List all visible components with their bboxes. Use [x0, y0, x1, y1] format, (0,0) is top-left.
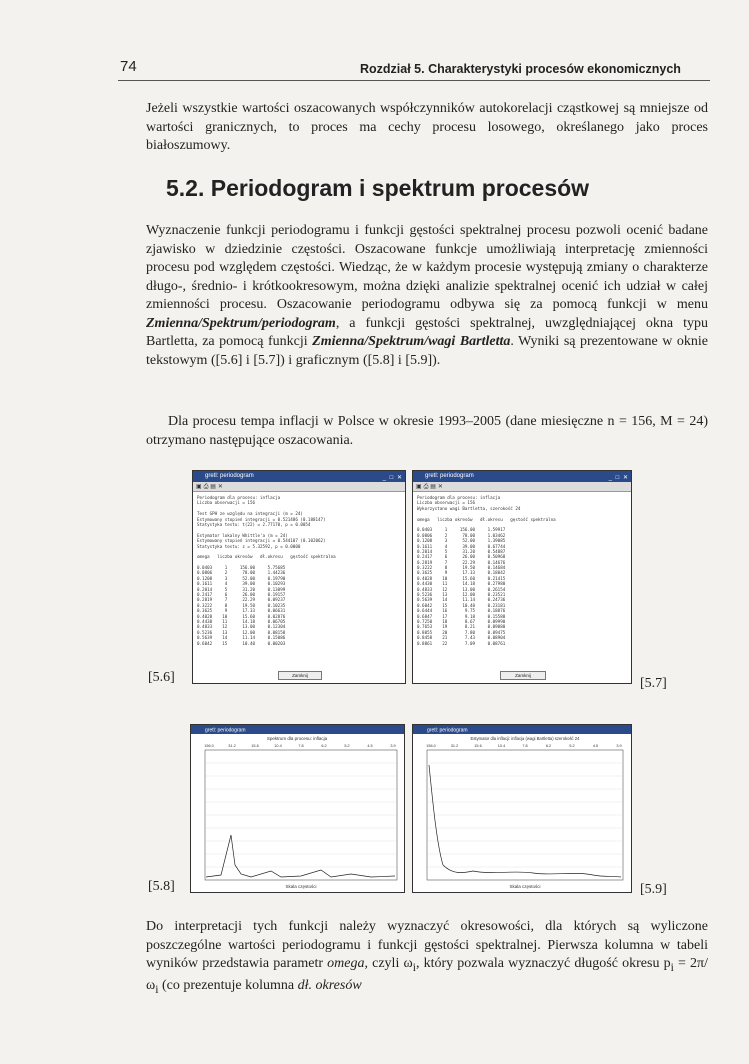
top-axis-label: 31.2 — [450, 744, 459, 748]
output-line: 0.4430 11 14.18 0.06705 — [197, 618, 286, 624]
plot-title: Spektrum dla procesu: inflacja — [266, 736, 328, 741]
x-axis-label: Skala częstości — [285, 884, 317, 889]
figure-label-5-7: [5.7] — [640, 676, 667, 691]
output-text — [413, 492, 631, 649]
window-title: gretl: periodogram — [425, 473, 474, 479]
p3-text-b: , czyli ω — [364, 956, 413, 971]
output-line: 0.6444 16 9.75 0.18876 — [417, 608, 506, 614]
output-line: Estymowany stopień integracji = 0.521486 (0.188147) — [197, 516, 326, 522]
intro-paragraph: Jeżeli wszystkie wartości oszacowanych współczynników autokorelacji cząstkowej są mniejsze od wartości granicznych, to proces ma cechy procesu losowego, określanego jako proces białoszumowy. — [146, 101, 708, 153]
figure-5-9-window — [412, 724, 632, 893]
output-line: Statystyka testu: z = 5.32592, p = 0.0000 — [197, 543, 301, 549]
output-line: 0.0806 2 78.00 1.03462 — [417, 532, 506, 538]
output-line: Periodogram dla procesu: inflacja — [417, 495, 501, 500]
output-line: 0.8055 20 7.80 0.09475 — [417, 629, 506, 635]
window-toolbar[interactable]: ▣ ⎙ ▤ ✕ — [413, 482, 631, 492]
p1-text-b: , a funkcji gęstości spektralnej, uwzględniającej okna typu Bartletta, za pomocą funkcji — [146, 315, 708, 349]
output-line: 0.4833 12 13.00 0.26154 — [417, 586, 506, 592]
omega-term: omega — [327, 956, 365, 971]
header-rule — [118, 80, 710, 81]
close-button[interactable]: Zamknij — [500, 671, 546, 680]
figure-label-5-9: [5.9] — [640, 882, 667, 897]
top-axis-label: 4.5 — [367, 744, 373, 748]
output-line: Periodogram dla procesu: inflacja — [197, 495, 281, 500]
running-head: Rozdział 5. Charakterystyki procesów ekonomicznych — [360, 62, 681, 76]
output-line: 0.2819 7 22.29 0.09237 — [197, 597, 286, 603]
top-axis-label: 10.4 — [274, 744, 282, 748]
top-axis-label: 10.4 — [497, 744, 506, 748]
output-line: Liczba obserwacji = 156 — [197, 500, 255, 506]
menu-path-periodogram: Zmienna/Spektrum/periodogram — [146, 315, 336, 331]
window-controls[interactable]: _ □ ✕ — [608, 475, 629, 481]
plot-title: Estymator dla inflacji: inflacja (wagi Bartletta) szerokość 24 — [470, 736, 580, 741]
p3-text-c: , który pozwala wyznaczyć długość okresu p — [415, 956, 671, 971]
output-line: 0.2417 6 26.00 0.50968 — [417, 554, 506, 560]
output-line: 0.1611 4 39.00 0.10293 — [197, 581, 286, 587]
output-line: 0.2417 6 26.00 0.19157 — [197, 592, 286, 598]
output-text — [193, 492, 405, 649]
output-line: Wykorzystano wagi Bartletta, szerokość 24 — [417, 505, 521, 511]
top-axis-label: 3.9 — [616, 744, 622, 748]
output-line: 0.7653 19 8.21 0.09080 — [417, 624, 506, 630]
subscript-i: i — [412, 960, 416, 974]
output-line: 0.2014 5 31.20 0.13099 — [197, 586, 286, 592]
top-axis-label: 3.9 — [390, 744, 396, 748]
output-line: Estymator lokalny Whittle'a (m = 24) — [197, 532, 288, 538]
y-grid — [205, 763, 397, 867]
subscript-i: i — [155, 983, 159, 997]
output-line: 0.0806 2 78.00 1.44236 — [197, 570, 286, 576]
output-line: 0.5639 14 11.14 0.24736 — [417, 597, 506, 603]
figure-5-9-plot — [413, 725, 631, 892]
output-line: 0.3625 9 17.33 0.18042 — [417, 570, 506, 576]
top-axis-label: 5.2 — [569, 744, 575, 748]
top-axis-label: 156.0 — [204, 744, 214, 748]
paragraph-2: Dla procesu tempa inflacji w Polsce w okresie 1993–2005 (dane miesięczne n = 156, M = 24) otrzymano następujące oszacowania. — [146, 414, 708, 448]
window-titlebar — [193, 471, 405, 482]
p1-text-a: Wyznaczenie funkcji periodogramu i funkcji gęstości spektralnej procesu pozwoli ocenić badane zjawisko w dziedzinie częstości. Oszacowane funkcje umożliwiają interpretację zmienności procesu pod względem częstości. Wiedząc, że w każdym procesie występują zmiany o charakterze długo-, średnio- i krótkookresowym, można dzięki analizie spektralnej ocenić ich udział w całej zmienności procesu. Oszacowanie periodogramu odbywa się za pomocą funkcji w menu — [146, 223, 708, 312]
output-line: omega liczba okresów dł.okresu gęstość spektralna — [197, 554, 336, 560]
top-axis-label: 15.6 — [251, 744, 259, 748]
paragraph-1 — [146, 222, 708, 370]
window-title: gretl: periodogram — [205, 473, 254, 479]
window-controls[interactable]: _ □ ✕ — [382, 475, 403, 481]
output-line: 0.7250 18 8.67 0.09990 — [417, 618, 506, 624]
p1-text-c: . Wyniki są prezentowane w oknie tekstowym ([5.6] i [5.7]) i graficznym ([5.8] i [5.9]). — [146, 334, 708, 368]
top-axis-labels — [204, 744, 395, 748]
output-line: 0.1208 3 52.00 0.19790 — [197, 575, 286, 581]
output-line: Liczba obserwacji = 156 — [417, 500, 475, 506]
top-axis-label: 7.8 — [298, 744, 304, 748]
figure-5-6-window — [192, 470, 406, 684]
output-line: 0.8458 21 7.43 0.08904 — [417, 635, 506, 641]
window-title: gretl: periodogram — [427, 727, 468, 734]
output-line: 0.3625 9 17.33 0.06631 — [197, 608, 286, 614]
p3-text-d: = 2π/ω — [146, 956, 708, 994]
section-title: 5.2. Periodogram i spektrum procesów — [166, 175, 590, 201]
page-number: 74 — [120, 58, 137, 75]
window-title: gretl: periodogram — [205, 727, 246, 734]
output-line: 0.0403 1 156.00 1.59917 — [417, 527, 506, 533]
spectrum-line — [206, 835, 395, 877]
paragraph-3 — [146, 918, 708, 1000]
p3-text-a: Do interpretacji tych funkcji należy wyznaczyć okresowości, dla których są wyliczone poszczególne wartości periodogramu i funkcji gęstości spektralnej. Pierwsza kolumna w tabeli wyników przedstawia parametr — [146, 919, 708, 971]
top-axis-label: 6.2 — [545, 744, 552, 748]
output-line: 0.4028 10 15.60 0.02876 — [197, 613, 286, 619]
window-toolbar[interactable]: ▣ ⎙ ▤ ✕ — [193, 482, 405, 492]
top-axis-label: 15.6 — [474, 744, 482, 748]
top-axis-label: 4.5 — [592, 744, 599, 748]
output-line: 0.6042 15 10.40 0.00203 — [197, 640, 286, 646]
output-line: 0.5236 13 12.00 0.23521 — [417, 592, 506, 598]
output-line: 0.4833 12 13.00 0.12304 — [197, 624, 286, 630]
top-axis-label: 5.2 — [344, 744, 350, 748]
column-name: dł. okresów — [297, 978, 362, 994]
output-line: 0.4028 10 15.60 0.21415 — [417, 575, 506, 581]
output-line: omega liczba okresów dł.okresu gęstość spektralna — [417, 516, 556, 522]
menu-path-bartlett: Zmienna/Spektrum/wagi Bartletta — [312, 334, 511, 349]
output-line: 0.0403 1 156.00 5.75685 — [197, 565, 286, 571]
figure-label-5-8: [5.8] — [148, 879, 175, 894]
figure-5-8-window — [190, 724, 405, 893]
output-line: 0.2014 5 31.20 0.54887 — [417, 548, 506, 554]
output-line: 0.3222 8 19.50 0.14684 — [417, 565, 506, 571]
y-grid — [427, 763, 623, 867]
output-line: Test GPH ze względu na integracji (m = 24) — [197, 511, 303, 517]
output-line: 0.1611 4 39.00 0.67744 — [417, 543, 506, 549]
top-axis-label: 7.8 — [522, 744, 528, 748]
top-axis-label: 156.0 — [426, 744, 436, 748]
top-axis-labels — [426, 744, 621, 748]
output-line: 0.5236 13 12.00 0.08158 — [197, 629, 286, 635]
output-line: 0.6847 17 9.18 0.15588 — [417, 613, 506, 619]
top-axis-label: 31.2 — [228, 744, 236, 748]
output-line: Statystyka testu: t(22) = 2.77170, p = 0.0054 — [197, 521, 311, 527]
top-axis-label: 6.2 — [321, 744, 327, 748]
figure-label-5-6: [5.6] — [148, 670, 175, 685]
figure-5-7-window — [412, 470, 632, 684]
spectrum-line — [429, 765, 621, 877]
output-line: 0.4430 11 14.18 0.27980 — [417, 581, 506, 587]
window-titlebar — [413, 471, 631, 482]
output-line: 0.8861 22 7.09 0.08761 — [417, 640, 506, 646]
figure-5-8-plot — [191, 725, 404, 892]
x-axis-label: Skala częstości — [509, 884, 541, 889]
close-button[interactable]: Zamknij — [278, 671, 322, 680]
subscript-i: i — [670, 960, 674, 974]
output-line: 0.5639 14 11.14 0.15086 — [197, 635, 286, 641]
p3-text-e: (co prezentuje kolumna — [158, 978, 298, 994]
output-line: 0.3222 8 19.50 0.10235 — [197, 602, 286, 608]
output-line: 0.1208 3 52.00 1.39085 — [417, 538, 506, 544]
output-line: 0.2819 7 22.29 0.14676 — [417, 559, 506, 565]
output-line: 0.6042 15 10.40 0.23181 — [417, 602, 506, 608]
output-line: Estymowany stopień integracji = 0.544107 (0.102062) — [197, 538, 326, 544]
